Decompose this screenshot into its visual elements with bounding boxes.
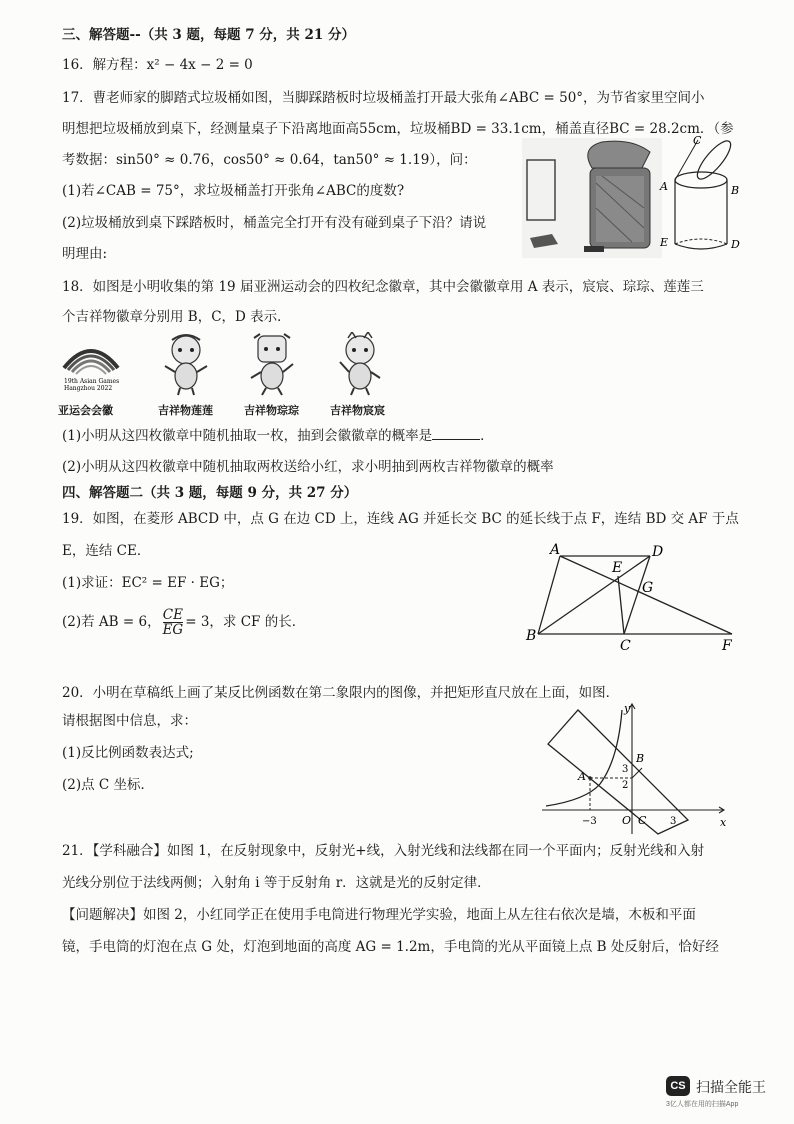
label-d: D <box>652 544 664 560</box>
label-c: C <box>693 134 702 147</box>
question-21-line-4: 镜，手电筒的灯泡在点 G 处，灯泡到地面的高度 AG = 1.2m，手电筒的光从平面镜上点 B 处反射后，恰好经 <box>62 939 719 955</box>
question-19-line-1: 19．如图，在菱形 ABCD 中，点 G 在边 CD 上，连线 AG 并延长交 BC 的延长线于点 F，连结 BD 交 AF 于点 <box>62 511 739 527</box>
section-4-title: 四、解答题二（共 3 题，每题 9 分，共 27 分） <box>62 485 358 501</box>
label-c: C <box>620 638 631 654</box>
question-20-part-2: (2)点 C 坐标． <box>62 777 155 793</box>
question-20-line-2: 请根据图中信息，求： <box>62 713 197 729</box>
label-y-3: 3 <box>622 764 629 775</box>
label-x-3: 3 <box>670 816 677 827</box>
label-origin: O <box>622 814 632 827</box>
question-17-part-2b: 明理由: <box>62 246 108 262</box>
question-20-part-1: (1)反比例函数表达式; <box>62 745 194 761</box>
caption-mascot-chenchen: 吉祥物宸宸 <box>330 404 385 417</box>
label-a: A <box>660 180 668 193</box>
label-a: A <box>550 542 561 558</box>
mascot-congcong-image <box>246 332 298 396</box>
section-3-title: 三、解答题--（共 3 题，每题 7 分，共 21 分） <box>62 27 355 43</box>
label-g: G <box>642 580 654 596</box>
question-20-line-1: 20．小明在草稿纸上画了某反比例函数在第二象限内的图像，并把矩形直尺放在上面，如图． <box>62 685 620 701</box>
trash-can-photo <box>522 138 662 258</box>
scanner-watermark <box>666 1076 776 1110</box>
question-21-line-3: 【问题解决】如图 2，小红同学正在使用手电筒进行物理光学实验，地面上从左往右依次是墙，木板和平面 <box>62 907 696 923</box>
label-f: F <box>722 638 732 654</box>
caption-mascot-congcong: 吉祥物琮琮 <box>244 404 299 417</box>
mascot-chenchen-image <box>334 332 386 396</box>
label-y-2: 2 <box>622 780 629 791</box>
label-b: B <box>731 184 740 197</box>
logo-text-2: Hangzhou 2022 <box>64 385 113 392</box>
caption-mascot-lianlian: 吉祥物莲莲 <box>158 404 213 417</box>
question-17-line-3: 考数据：sin50° ≈ 0.76，cos50° ≈ 0.64，tan50° ≈ 1.19），问： <box>62 152 477 168</box>
camscanner-logo-icon: CS <box>666 1076 690 1096</box>
rhombus-diagram <box>520 540 744 654</box>
inverse-function-diagram <box>538 700 732 838</box>
logo-text-1: 19th Asian Games <box>64 378 120 385</box>
caption-asian-games-logo: 亚运会会徽 <box>58 404 113 417</box>
question-18-line-1: 18．如图是小明收集的第 19 届亚洲运动会的四枚纪念徽章，其中会徽徽章用 A 表示，宸宸、琮琮、莲莲三 <box>62 279 704 295</box>
label-b: B <box>636 752 645 765</box>
question-18-part-2: (2)小明从这四枚徽章中随机抽取两枚送给小红，求小明抽到两枚吉祥物徽章的概率 <box>62 459 554 475</box>
label-e: E <box>612 560 623 576</box>
question-16: 16．解方程：x² − 4x − 2 = 0 <box>62 57 253 73</box>
question-19-line-2: E，连结 CE． <box>62 543 151 559</box>
question-18-line-2: 个吉祥物徽章分别用 B，C，D 表示． <box>62 309 291 325</box>
watermark-app-name: 扫描全能王 <box>696 1079 766 1095</box>
question-17-line-1: 17．曹老师家的脚踏式垃圾桶如图，当脚踩踏板时垃圾桶盖打开最大张角∠ABC = 50°，为节省家里空间小 <box>62 90 705 106</box>
mascot-lianlian-image <box>160 332 212 396</box>
label-e: E <box>660 236 669 249</box>
question-17-line-2: 明想把垃圾桶放到桌下，经测量桌子下沿离地面高55cm，垃圾桶BD = 33.1cm，桶盖直径BC = 28.2cm．（参 <box>62 121 734 137</box>
question-17-part-1: (1)若∠CAB = 75°，求垃圾桶盖打开张角∠ABC的度数? <box>62 183 405 199</box>
question-18-part-1: (1)小明从这四枚徽章中随机抽取一枚，抽到会徽徽章的概率是 ． <box>62 428 494 444</box>
label-x-neg3: −3 <box>582 816 597 827</box>
question-19-part-1: (1)求证：EC² = EF · EG； <box>62 575 234 591</box>
label-d: D <box>731 238 740 251</box>
label-y-axis: y <box>624 702 631 715</box>
ratio-fraction: $\frac{CE}{EG}$ <box>162 607 184 638</box>
asian-games-logo <box>58 338 124 392</box>
question-21-line-1: 21．【学科融合】如图 1，在反射现象中，反射光+线，入射光线和法线都在同一个平面内；反射光线和入射 <box>62 843 705 859</box>
label-c: C <box>638 814 647 827</box>
label-a: A <box>578 770 586 783</box>
label-x-axis: x <box>720 816 727 829</box>
question-21-line-2: 光线分别位于法线两侧；入射角 i 等于反射角 r．这就是光的反射定律． <box>62 875 491 891</box>
watermark-tagline: 3亿人都在用的扫描App <box>666 1101 739 1108</box>
trash-can-diagram <box>654 132 746 256</box>
question-19-part-2: (2)若 AB = 6， $\frac{CE}{EG}$ = 3，求 CF 的长． <box>62 607 306 638</box>
answer-blank <box>432 427 480 440</box>
label-b: B <box>526 628 537 644</box>
question-17-part-2a: (2)垃圾桶放到桌下踩踏板时，桶盖完全打开有没有碰到桌子下沿？请说 <box>62 215 487 231</box>
